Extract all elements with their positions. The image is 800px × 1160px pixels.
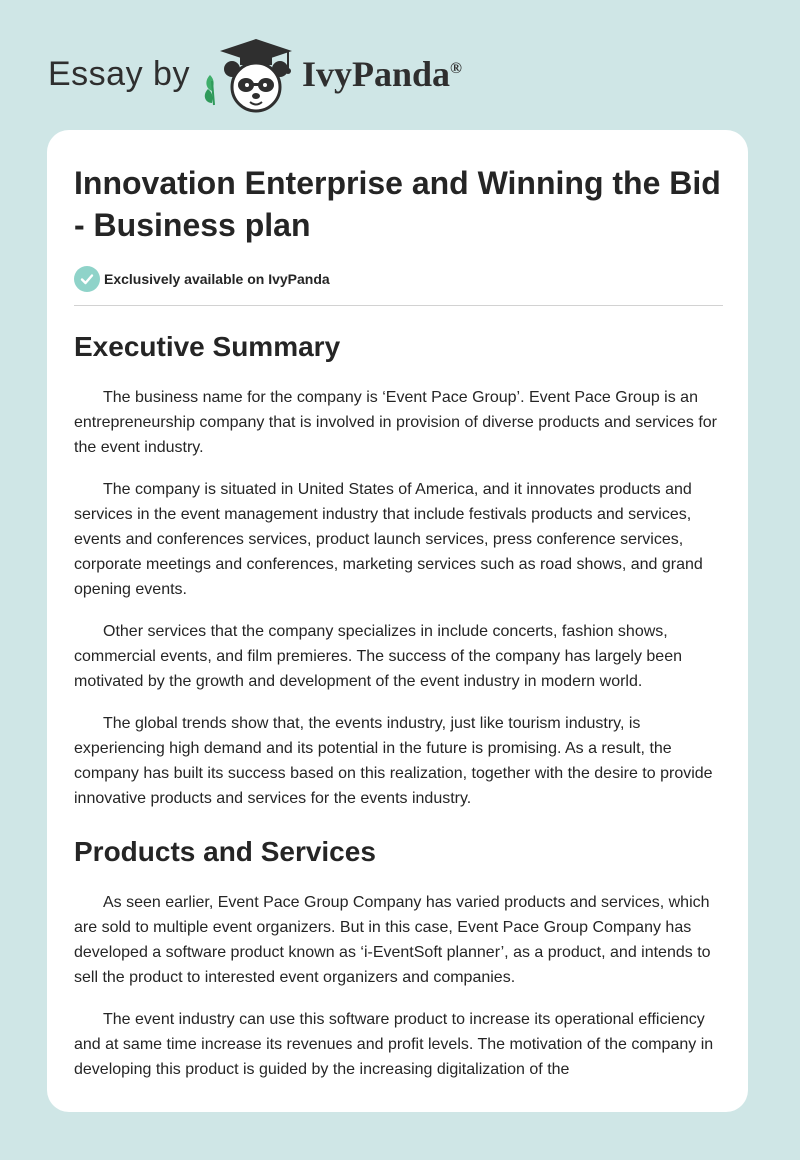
exclusive-badge	[74, 266, 723, 292]
site-header	[48, 34, 462, 114]
divider	[74, 305, 723, 306]
essay-by-label: Essay by	[48, 54, 190, 93]
essay-content	[74, 162, 723, 1099]
essay-card	[47, 130, 748, 1112]
panda-graduate-icon[interactable]	[202, 35, 296, 113]
paragraph: Other services that the company specializes in include concerts, fashion shows, commercial events, and film premieres. The success of the company has largely been motivated by the growth and development of the event industry in modern world.	[74, 623, 682, 690]
paragraph: The company is situated in United States of America, and it innovates products and services in the event management industry that include festivals products and services, events and conferences services, product launch services, press conference services, corporate meetings and conferences, marketing services such as road shows, and grand opening events.	[74, 481, 703, 598]
section-heading: Executive Summary	[74, 331, 341, 362]
ivypanda-logo-text[interactable]	[302, 53, 462, 95]
paragraph: The event industry can use this software product to increase its operational efficiency and at same time increase its revenues and profit levels. The motivation of the company in developing this product is guided by the increasing digitalization of the	[74, 1011, 714, 1078]
page-title: Innovation Enterprise and Winning the Bid - Business plan	[74, 165, 721, 243]
paragraph: The business name for the company is ‘Event Pace Group’. Event Pace Group is an entrepreneurship company that is involved in provision of diverse products and services for the event industry.	[74, 389, 717, 456]
paragraph: As seen earlier, Event Pace Group Company has varied products and services, which are sold to multiple event organizers. But in this case, Event Pace Group Company has developed a software product known as ‘i-EventSoft planner’, as a product, and intends to sell the product to interested event organizers and companies.	[74, 894, 711, 986]
exclusive-label: Exclusively available on IvyPanda	[104, 271, 330, 287]
paragraph: The global trends show that, the events industry, just like tourism industry, is experiencing high demand and its potential in the future is promising. As a result, the company has built its success based on this realization, together with the desire to provide innovative products and services for the events industry.	[74, 715, 713, 807]
ivy-leaf-icon	[205, 75, 214, 105]
brand-name: IvyPanda	[301, 54, 450, 94]
check-circle-icon	[74, 266, 100, 292]
section-heading: Products and Services	[74, 836, 376, 867]
registered-mark: ®	[450, 60, 462, 77]
